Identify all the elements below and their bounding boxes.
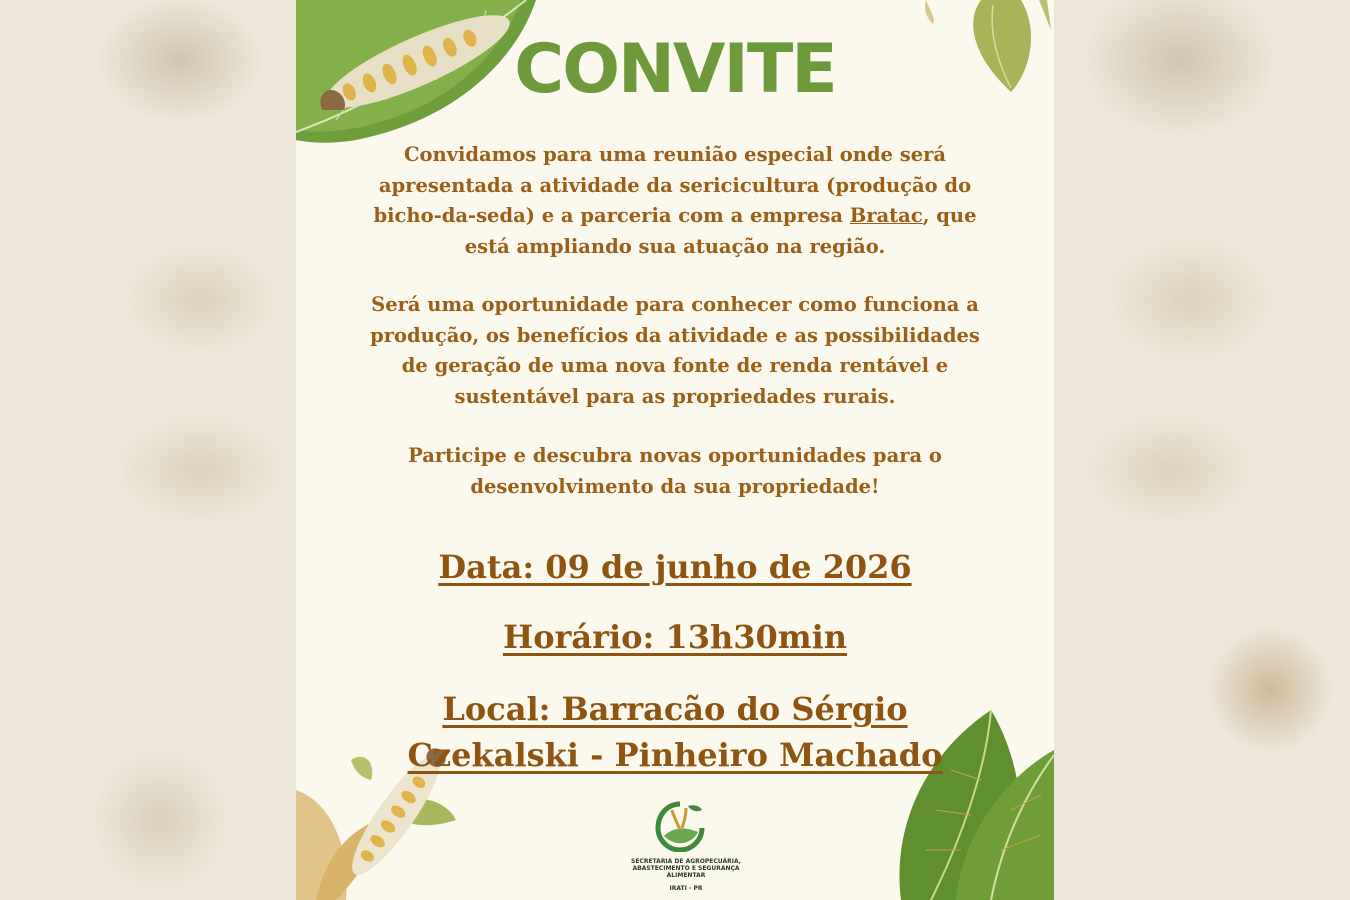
company-name: Bratac <box>849 204 923 227</box>
location-line-1: Local: Barracão do Sérgio <box>442 690 908 728</box>
event-location <box>296 686 1054 778</box>
logo-icon <box>648 800 712 852</box>
opportunity-paragraph: Será uma oportunidade para conhecer como funciona a produção, os benefícios da atividade e as possibilidades de geração de uma nova fonte de renda rentável e sustentável para as propriedades rurais. <box>370 293 980 408</box>
paragraph-text-end: , que está ampliando sua atuação na região. <box>464 204 977 258</box>
poster-title: CONVITE <box>514 30 836 109</box>
event-time: Horário: 13h30min <box>502 618 848 656</box>
logo-city: IRATI - PR <box>669 885 703 892</box>
invitation-poster <box>296 0 1054 900</box>
call-to-action-paragraph: Participe e descubra novas oportunidades para o desenvolvimento da sua propriedade! <box>408 444 942 498</box>
logo-org-name: SECRETARIA DE AGROPECUÁRIA, ABASTECIMENTO E SEGURANÇA ALIMENTAR <box>631 858 741 879</box>
invitation-paragraph <box>366 140 984 262</box>
event-date: Data: 09 de junho de 2026 <box>438 548 912 586</box>
location-line-2: Czekalski - Pinheiro Machado <box>407 736 943 774</box>
paragraph-text: Convidamos para uma reunião especial onde será apresentada a atividade da sericicultura (produção do bicho-da-seda) e a parceria com a empresa <box>373 143 972 227</box>
